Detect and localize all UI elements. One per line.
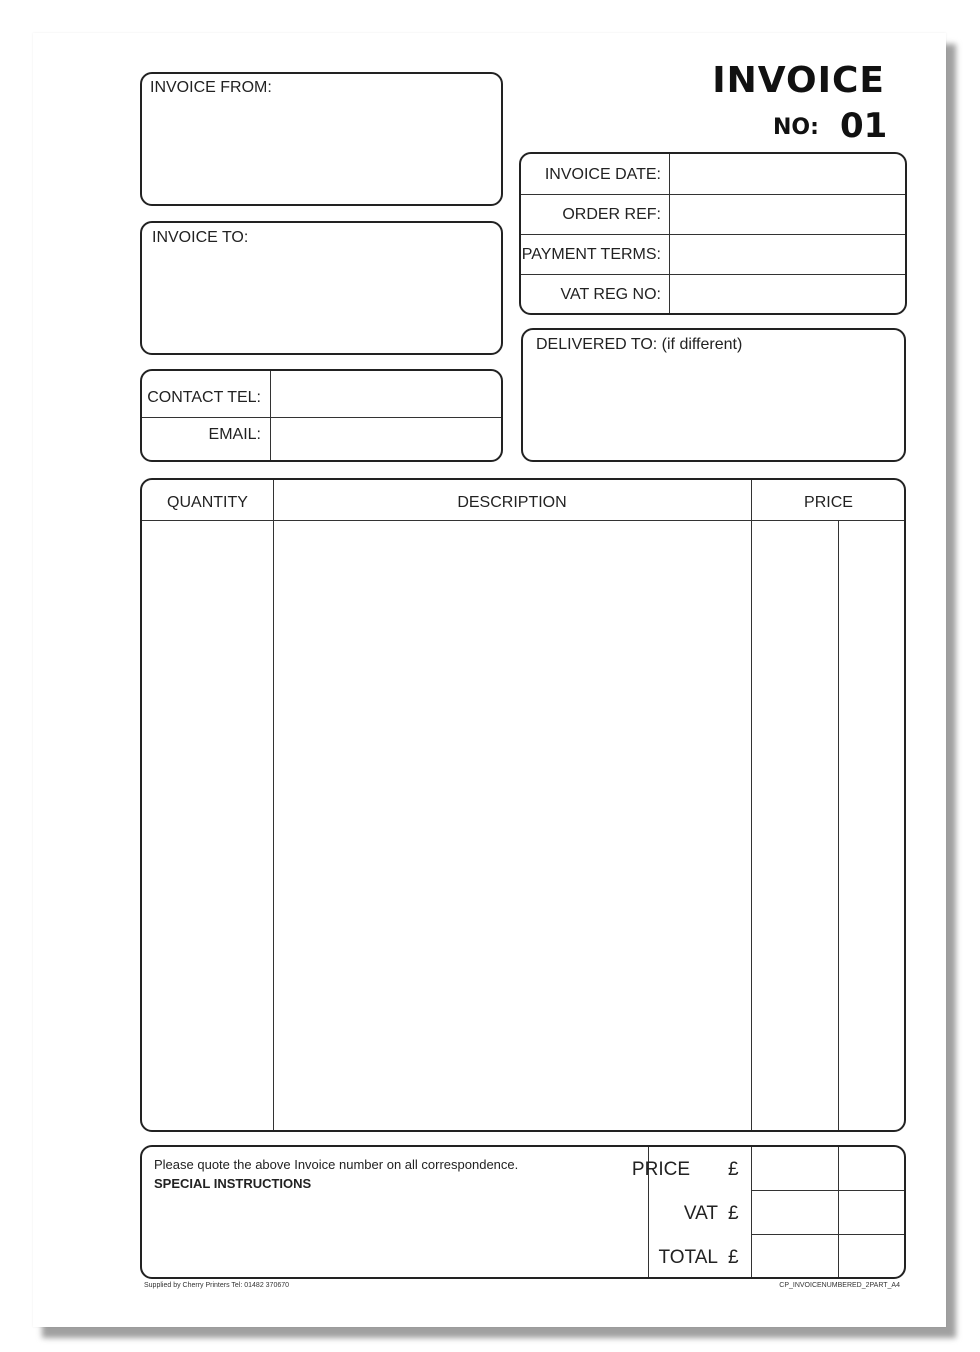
price-currency-symbol: £: [728, 1159, 739, 1180]
invoice-number-label: NO:: [773, 115, 819, 140]
invoice-details-box: [519, 152, 907, 315]
vat-total-label: VAT: [683, 1203, 718, 1224]
contact-tel-field[interactable]: [271, 371, 501, 417]
quantity-header: QUANTITY: [167, 494, 248, 511]
price-total-field[interactable]: [752, 1147, 904, 1190]
contact-tel-label: CONTACT TEL:: [147, 389, 261, 406]
email-field[interactable]: [271, 418, 501, 460]
total-currency-symbol: £: [728, 1247, 739, 1268]
quantity-column-area[interactable]: [142, 521, 273, 1130]
items-table: [140, 478, 906, 1132]
invoice-from-box[interactable]: [140, 72, 503, 206]
price-header: PRICE: [804, 494, 853, 511]
invoice-number-value: 01: [840, 106, 888, 146]
email-label: EMAIL:: [208, 426, 261, 443]
payment-terms-label: PAYMENT TERMS:: [521, 246, 661, 263]
invoice-date-field[interactable]: [670, 154, 905, 194]
invoice-title: INVOICE: [712, 60, 885, 101]
invoice-from-label: INVOICE FROM:: [150, 79, 272, 96]
vat-reg-no-label: VAT REG NO:: [560, 286, 661, 303]
vat-currency-symbol: £: [728, 1203, 739, 1224]
price-column-area[interactable]: [752, 521, 904, 1130]
special-instructions-label: SPECIAL INSTRUCTIONS: [154, 1176, 312, 1191]
quote-invoice-note: Please quote the above Invoice number on all correspondence.: [154, 1157, 519, 1172]
delivered-to-label: DELIVERED TO: (if different): [536, 336, 743, 353]
invoice-to-box[interactable]: [140, 221, 503, 355]
totals-box: [140, 1145, 906, 1279]
price-total-label: PRICE: [631, 1159, 690, 1180]
delivered-to-box[interactable]: [521, 328, 906, 462]
contact-box: [140, 369, 503, 462]
invoice-to-label: INVOICE TO:: [152, 229, 249, 246]
description-header: DESCRIPTION: [457, 494, 567, 511]
vat-reg-no-field[interactable]: [670, 275, 905, 313]
vat-total-field[interactable]: [752, 1191, 904, 1234]
form-code-footer: CP_INVOICENUMBERED_2PART_A4: [779, 1282, 900, 1289]
grand-total-field[interactable]: [752, 1235, 904, 1277]
supplier-footer: Supplied by Cherry Printers Tel: 01482 370670: [144, 1282, 290, 1289]
invoice-date-label: INVOICE DATE:: [544, 166, 661, 183]
payment-terms-field[interactable]: [670, 235, 905, 274]
description-column-area[interactable]: [274, 521, 751, 1130]
special-instructions-field[interactable]: [142, 1195, 648, 1277]
order-ref-field[interactable]: [670, 195, 905, 234]
order-ref-label: ORDER REF:: [562, 206, 661, 223]
grand-total-label: TOTAL: [658, 1247, 718, 1268]
